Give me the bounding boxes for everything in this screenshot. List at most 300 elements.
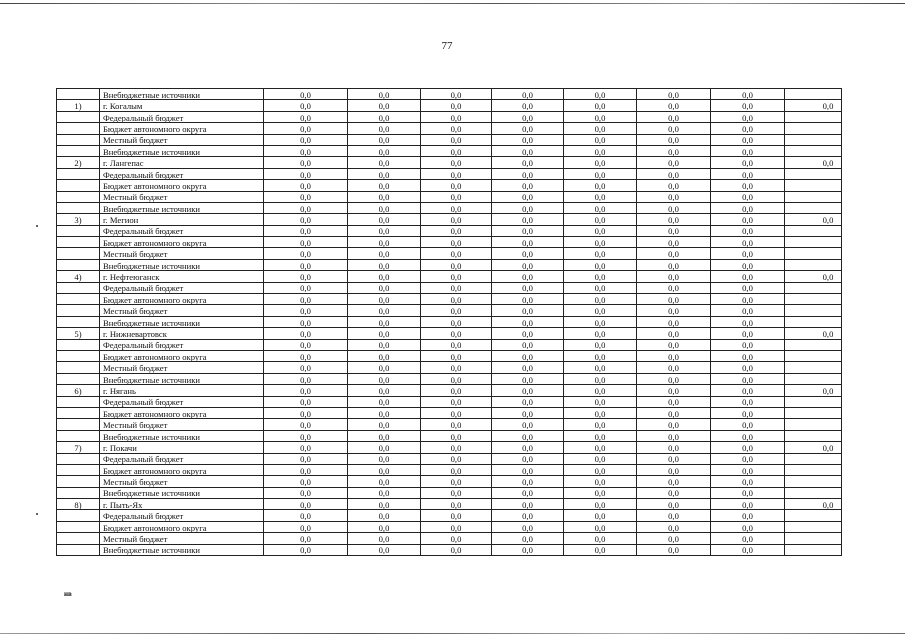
value-cell: 0,0 [264,453,348,464]
value-cell: 0,0 [492,123,564,134]
row-number-cell [57,362,100,373]
row-name-cell: г. Лангепас [100,157,264,168]
value-cell: 0,0 [637,214,711,225]
value-cell: 0,0 [264,202,348,213]
total-value-cell [785,316,842,327]
value-cell: 0,0 [264,419,348,430]
row-number-cell: 1) [57,100,100,111]
value-cell: 0,0 [637,464,711,475]
table-row-municipality [57,328,842,339]
row-number-cell [57,453,100,464]
value-cell: 0,0 [637,430,711,441]
value-cell: 0,0 [348,248,421,259]
value-cell: 0,0 [348,157,421,168]
table-row-municipality [57,499,842,510]
value-cell: 0,0 [711,487,785,498]
value-cell: 0,0 [492,271,564,282]
value-cell: 0,0 [711,305,785,316]
total-value-cell [785,145,842,156]
row-name-cell: Местный бюджет [100,419,264,430]
value-cell: 0,0 [564,328,637,339]
table-row-municipality [57,271,842,282]
total-value-cell: 0,0 [785,157,842,168]
value-cell: 0,0 [348,385,421,396]
row-name-cell: Бюджет автономного округа [100,180,264,191]
value-cell: 0,0 [637,89,711,100]
value-cell: 0,0 [348,145,421,156]
value-cell: 0,0 [421,373,492,384]
value-cell: 0,0 [492,430,564,441]
table-row [57,487,842,498]
table-row [57,533,842,544]
value-cell: 0,0 [421,157,492,168]
total-value-cell [785,430,842,441]
row-name-cell: Федеральный бюджет [100,168,264,179]
value-cell: 0,0 [711,328,785,339]
value-cell: 0,0 [492,350,564,361]
value-cell: 0,0 [711,248,785,259]
total-value-cell [785,248,842,259]
row-name-cell: Внебюджетные источники [100,89,264,100]
value-cell: 0,0 [264,305,348,316]
row-number-cell [57,259,100,270]
value-cell: 0,0 [421,476,492,487]
value-cell: 0,0 [492,191,564,202]
value-cell: 0,0 [564,373,637,384]
table-row-municipality [57,385,842,396]
value-cell: 0,0 [348,373,421,384]
scan-dot [36,225,38,227]
value-cell: 0,0 [264,350,348,361]
row-number-cell [57,191,100,202]
row-name-cell: Внебюджетные источники [100,430,264,441]
value-cell: 0,0 [711,385,785,396]
value-cell: 0,0 [564,430,637,441]
total-value-cell [785,191,842,202]
value-cell: 0,0 [564,100,637,111]
value-cell: 0,0 [711,282,785,293]
value-cell: 0,0 [348,487,421,498]
value-cell: 0,0 [264,100,348,111]
value-cell: 0,0 [264,123,348,134]
total-value-cell [785,350,842,361]
value-cell: 0,0 [348,328,421,339]
value-cell: 0,0 [711,442,785,453]
value-cell: 0,0 [637,373,711,384]
value-cell: 0,0 [637,100,711,111]
value-cell: 0,0 [264,145,348,156]
value-cell: 0,0 [492,533,564,544]
value-cell: 0,0 [564,168,637,179]
total-value-cell [785,476,842,487]
value-cell: 0,0 [421,499,492,510]
value-cell: 0,0 [637,544,711,555]
row-name-cell: Федеральный бюджет [100,396,264,407]
row-name-cell: Внебюджетные источники [100,316,264,327]
value-cell: 0,0 [564,385,637,396]
value-cell: 0,0 [348,305,421,316]
value-cell: 0,0 [421,271,492,282]
table-row [57,225,842,236]
row-number-cell [57,134,100,145]
row-name-cell: Бюджет автономного округа [100,521,264,532]
row-name-cell: Бюджет автономного округа [100,237,264,248]
value-cell: 0,0 [264,407,348,418]
table-row [57,316,842,327]
row-number-cell: 3) [57,214,100,225]
value-cell: 0,0 [637,396,711,407]
table-row [57,294,842,305]
value-cell: 0,0 [421,419,492,430]
value-cell: 0,0 [421,225,492,236]
row-number-cell [57,396,100,407]
value-cell: 0,0 [711,89,785,100]
total-value-cell: 0,0 [785,214,842,225]
total-value-cell [785,180,842,191]
value-cell: 0,0 [264,339,348,350]
table-row [57,476,842,487]
row-name-cell: Бюджет автономного округа [100,294,264,305]
table-row [57,202,842,213]
row-name-cell: Внебюджетные источники [100,202,264,213]
total-value-cell [785,225,842,236]
row-name-cell: Местный бюджет [100,305,264,316]
value-cell: 0,0 [637,476,711,487]
value-cell: 0,0 [348,202,421,213]
row-name-cell: г. Нягань [100,385,264,396]
total-value-cell [785,237,842,248]
value-cell: 0,0 [564,396,637,407]
value-cell: 0,0 [564,350,637,361]
row-name-cell: Федеральный бюджет [100,510,264,521]
value-cell: 0,0 [564,191,637,202]
table-row [57,168,842,179]
value-cell: 0,0 [637,328,711,339]
table-row [57,134,842,145]
value-cell: 0,0 [711,339,785,350]
value-cell: 0,0 [492,464,564,475]
row-number-cell [57,464,100,475]
row-number-cell [57,419,100,430]
value-cell: 0,0 [348,407,421,418]
value-cell: 0,0 [564,476,637,487]
value-cell: 0,0 [348,521,421,532]
row-name-cell: Бюджет автономного округа [100,350,264,361]
value-cell: 0,0 [637,510,711,521]
total-value-cell [785,134,842,145]
value-cell: 0,0 [711,544,785,555]
value-cell: 0,0 [637,180,711,191]
value-cell: 0,0 [637,259,711,270]
value-cell: 0,0 [492,157,564,168]
value-cell: 0,0 [564,510,637,521]
value-cell: 0,0 [348,180,421,191]
value-cell: 0,0 [421,487,492,498]
value-cell: 0,0 [348,225,421,236]
row-name-cell: г. Мегион [100,214,264,225]
total-value-cell [785,419,842,430]
value-cell: 0,0 [492,180,564,191]
value-cell: 0,0 [264,544,348,555]
value-cell: 0,0 [711,294,785,305]
value-cell: 0,0 [421,544,492,555]
table-row [57,248,842,259]
value-cell: 0,0 [564,419,637,430]
row-number-cell [57,89,100,100]
total-value-cell [785,89,842,100]
row-name-cell: Бюджет автономного округа [100,464,264,475]
row-name-cell: Местный бюджет [100,248,264,259]
value-cell: 0,0 [492,362,564,373]
value-cell: 0,0 [264,442,348,453]
value-cell: 0,0 [421,339,492,350]
total-value-cell [785,453,842,464]
row-number-cell [57,476,100,487]
value-cell: 0,0 [492,202,564,213]
total-value-cell [785,111,842,122]
value-cell: 0,0 [637,339,711,350]
value-cell: 0,0 [564,453,637,464]
value-cell: 0,0 [637,111,711,122]
value-cell: 0,0 [421,168,492,179]
value-cell: 0,0 [711,350,785,361]
row-number-cell: 8) [57,499,100,510]
value-cell: 0,0 [492,259,564,270]
value-cell: 0,0 [564,157,637,168]
value-cell: 0,0 [348,316,421,327]
total-value-cell: 0,0 [785,385,842,396]
value-cell: 0,0 [711,145,785,156]
value-cell: 0,0 [264,499,348,510]
table-row-municipality [57,157,842,168]
row-name-cell: Местный бюджет [100,533,264,544]
value-cell: 0,0 [711,168,785,179]
value-cell: 0,0 [564,544,637,555]
value-cell: 0,0 [421,89,492,100]
total-value-cell [785,533,842,544]
value-cell: 0,0 [348,533,421,544]
value-cell: 0,0 [637,294,711,305]
value-cell: 0,0 [421,214,492,225]
total-value-cell [785,339,842,350]
value-cell: 0,0 [711,396,785,407]
value-cell: 0,0 [264,396,348,407]
value-cell: 0,0 [264,328,348,339]
value-cell: 0,0 [637,362,711,373]
value-cell: 0,0 [711,499,785,510]
value-cell: 0,0 [348,111,421,122]
total-value-cell [785,407,842,418]
value-cell: 0,0 [637,191,711,202]
row-number-cell [57,180,100,191]
value-cell: 0,0 [711,453,785,464]
value-cell: 0,0 [348,100,421,111]
value-cell: 0,0 [564,89,637,100]
value-cell: 0,0 [711,430,785,441]
row-number-cell: 4) [57,271,100,282]
value-cell: 0,0 [564,134,637,145]
value-cell: 0,0 [264,533,348,544]
value-cell: 0,0 [492,316,564,327]
scan-top-edge [0,3,905,4]
value-cell: 0,0 [348,191,421,202]
value-cell: 0,0 [348,259,421,270]
total-value-cell: 0,0 [785,100,842,111]
value-cell: 0,0 [637,134,711,145]
value-cell: 0,0 [711,134,785,145]
row-number-cell: 2) [57,157,100,168]
value-cell: 0,0 [564,282,637,293]
value-cell: 0,0 [711,362,785,373]
value-cell: 0,0 [637,202,711,213]
value-cell: 0,0 [711,316,785,327]
value-cell: 0,0 [564,464,637,475]
value-cell: 0,0 [637,419,711,430]
value-cell: 0,0 [492,294,564,305]
table-row [57,396,842,407]
value-cell: 0,0 [564,362,637,373]
row-name-cell: Внебюджетные источники [100,259,264,270]
value-cell: 0,0 [492,407,564,418]
total-value-cell [785,168,842,179]
value-cell: 0,0 [564,214,637,225]
value-cell: 0,0 [637,248,711,259]
value-cell: 0,0 [348,123,421,134]
value-cell: 0,0 [564,145,637,156]
row-name-cell: Внебюджетные источники [100,544,264,555]
table-row [57,123,842,134]
value-cell: 0,0 [564,499,637,510]
row-name-cell: Внебюджетные источники [100,487,264,498]
value-cell: 0,0 [637,385,711,396]
value-cell: 0,0 [264,294,348,305]
value-cell: 0,0 [492,145,564,156]
value-cell: 0,0 [264,385,348,396]
value-cell: 0,0 [264,487,348,498]
value-cell: 0,0 [637,282,711,293]
value-cell: 0,0 [564,294,637,305]
total-value-cell: 0,0 [785,442,842,453]
row-number-cell [57,168,100,179]
value-cell: 0,0 [637,499,711,510]
scan-bottom-edge [0,633,905,634]
table-row [57,362,842,373]
row-number-cell [57,373,100,384]
row-number-cell [57,487,100,498]
value-cell: 0,0 [564,339,637,350]
row-number-cell [57,248,100,259]
row-number-cell [57,294,100,305]
value-cell: 0,0 [348,294,421,305]
value-cell: 0,0 [711,157,785,168]
value-cell: 0,0 [421,259,492,270]
value-cell: 0,0 [421,316,492,327]
value-cell: 0,0 [348,442,421,453]
row-number-cell [57,533,100,544]
value-cell: 0,0 [564,487,637,498]
row-name-cell: Федеральный бюджет [100,111,264,122]
table-row [57,305,842,316]
value-cell: 0,0 [564,123,637,134]
total-value-cell: 0,0 [785,271,842,282]
row-name-cell: Федеральный бюджет [100,225,264,236]
row-number-cell [57,510,100,521]
value-cell: 0,0 [492,111,564,122]
table-row-municipality [57,442,842,453]
row-number-cell [57,305,100,316]
value-cell: 0,0 [637,237,711,248]
value-cell: 0,0 [264,89,348,100]
value-cell: 0,0 [637,271,711,282]
total-value-cell [785,123,842,134]
value-cell: 0,0 [711,180,785,191]
table-body [57,89,842,556]
value-cell: 0,0 [421,510,492,521]
value-cell: 0,0 [421,464,492,475]
value-cell: 0,0 [348,339,421,350]
row-name-cell: г. Покачи [100,442,264,453]
value-cell: 0,0 [421,396,492,407]
value-cell: 0,0 [264,237,348,248]
row-name-cell: Федеральный бюджет [100,339,264,350]
total-value-cell [785,510,842,521]
table-row [57,510,842,521]
value-cell: 0,0 [492,89,564,100]
value-cell: 0,0 [711,100,785,111]
page-number: 77 [441,40,453,52]
value-cell: 0,0 [711,476,785,487]
value-cell: 0,0 [492,396,564,407]
value-cell: 0,0 [564,442,637,453]
table-row [57,350,842,361]
total-value-cell [785,464,842,475]
row-number-cell [57,350,100,361]
footer-mark: нв [64,590,72,598]
value-cell: 0,0 [492,339,564,350]
value-cell: 0,0 [421,453,492,464]
row-name-cell: Федеральный бюджет [100,453,264,464]
value-cell: 0,0 [421,191,492,202]
value-cell: 0,0 [564,180,637,191]
total-value-cell [785,362,842,373]
value-cell: 0,0 [348,89,421,100]
value-cell: 0,0 [264,510,348,521]
table-row [57,521,842,532]
row-number-cell: 5) [57,328,100,339]
value-cell: 0,0 [421,442,492,453]
value-cell: 0,0 [421,202,492,213]
value-cell: 0,0 [564,237,637,248]
value-cell: 0,0 [637,168,711,179]
value-cell: 0,0 [421,123,492,134]
value-cell: 0,0 [264,316,348,327]
value-cell: 0,0 [264,282,348,293]
value-cell: 0,0 [711,510,785,521]
value-cell: 0,0 [637,407,711,418]
value-cell: 0,0 [492,214,564,225]
total-value-cell: 0,0 [785,328,842,339]
total-value-cell [785,305,842,316]
row-number-cell: 6) [57,385,100,396]
table-row [57,111,842,122]
row-number-cell [57,123,100,134]
value-cell: 0,0 [492,282,564,293]
value-cell: 0,0 [421,282,492,293]
value-cell: 0,0 [348,510,421,521]
value-cell: 0,0 [421,180,492,191]
value-cell: 0,0 [264,464,348,475]
table-row [57,237,842,248]
